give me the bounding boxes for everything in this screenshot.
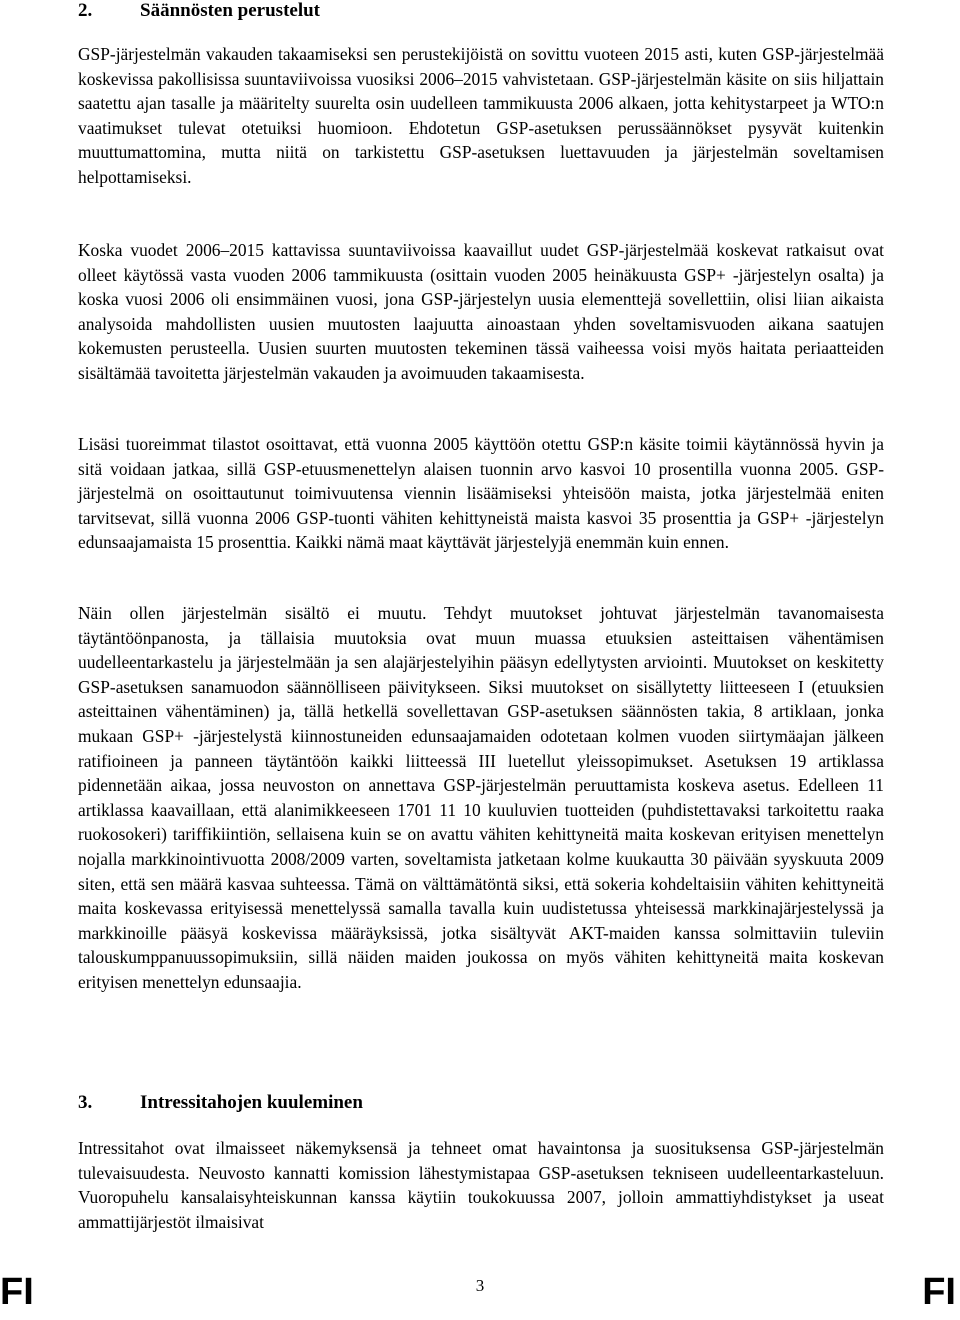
section-2-title: Säännösten perustelut	[140, 0, 320, 21]
section-2-paragraph-4: Näin ollen järjestelmän sisältö ei muutu. Tehdyt muutokset johtuvat järjestelmän tavanomaisesta täytäntöönpanosta, ja tällaisia muutoksia ovat muun muassa etuuksien asteittaisen vähentämisen uudelleentarkastelu ja järjestelmään ja sen alajärjestelyihin pääsyn edellytysten arviointi. Muutokset on keskitetty GSP-asetuksen sanamuodon säännölliseen päivitykseen. Siksi muutokset on sisällytetty liitteeseen I (etuuksien asteittainen vähentäminen) ja, tällä hetkellä sovellettavan GSP-asetuksen säännösten takia, 8 artiklaan, jonka mukaan GSP+ -järjestelystä kiinnostuneiden edunsaajamaiden odotetaan kolmen vuoden siirtymäajan jälkeen ratifioineen ja panneen täytäntöön kaikki liitteessä III luetellut yleissopimukset. Asetuksen 19 artiklassa pidennetään aikaa, jossa neuvoston on annettava GSP-järjestelmän peruuttamista koskeva asetus. Edelleen 11 artiklassa kaavaillaan, että alanimikkeeseen 1701 11 10 kuuluvien tuotteiden (puhdistettavaksi tarkoitettu raaka ruokosokeri) tariffikiintiön, sellaisena kuin se on avattu vähiten kehittyneitä maita koskevan erityisen menettelyn nojalla markkinointivuotta 2008/2009 varten, soveltamista jatketaan kolme kuukautta 30 päivään syyskuuta 2009 siten, että sen määrä kasvaa suhteessa. Tämä on välttämätöntä siksi, että sokeria kohdeltaisiin vähiten kehittyneitä maita koskevassa erityisessä menettelyssä samalla tavalla kuin uudistetussa yhteisessä markkinajärjestelyssä ja markkinoille pääsyä koskevissa määräyksissä, jotka sisältyvät AKT-maiden kanssa solmittaviin tuleviin talouskumppanuussopimuksiin, sillä näiden maiden joukossa on myös vähiten kehittyneitä maita koskevan erityisen menettelyn edunsaajia.	[78, 603, 884, 992]
footer-page-number: 3	[475, 1276, 485, 1295]
section-2-paragraph-3: Lisäsi tuoreimmat tilastot osoittavat, että vuonna 2005 käyttöön otettu GSP:n käsite toimii käytännössä hyvin ja sitä voidaan jatkaa, sillä GSP-etuusmenettelyn alaisen tuonnin arvo kasvoi 10 prosentilla vuonna 2005. GSP-järjestelmä on osoittautunut toimivuutensa viennin lisäämiseksi yhteisöön maista, jotka järjestelmää eniten tarvitsevat, sillä vuonna 2006 GSP-tuonti vähiten kehittyneistä maista kasvoi 35 prosenttia ja GSP+ -järjestelyn edunsaajamaista 15 prosenttia. Kaikki nämä maat käyttävät järjestelyjä enemmän kuin ennen.	[78, 434, 884, 553]
section-2-paragraph-1: GSP-järjestelmän vakauden takaamiseksi sen perustekijöistä on sovittu vuoteen 2015 asti, kuten GSP-järjestelmää koskevissa pakollisissa suuntaviivoissa vuosiksi 2006–2015 vahvistetaan. GSP-järjestelmän käsite on siis hiljattain saatettu ajan tasalle ja määritelty suurelta osin uudelleen tammikuusta 2006 alkaen, jotta kehitystarpeet ja WTO:n vaatimukset tulevat otetuiksi huomioon. Ehdotetun GSP-asetuksen perussäännökset pysyvät kuitenkin muuttumattomina, mutta niitä on tarkistettu GSP-asetuksen luettavuuden ja järjestelmän soveltamisen helpottamiseksi.	[78, 44, 884, 187]
section-3-title: Intressitahojen kuuleminen	[140, 1092, 363, 1113]
footer-language-left: FI	[0, 1271, 34, 1313]
section-2-paragraph-2: Koska vuodet 2006–2015 kattavissa suuntaviivoissa kaavaillut uudet GSP-järjestelmää koskevat ratkaisut ovat olleet käytössä vasta vuoden 2006 tammikuusta (osittain vuoden 2005 heinäkuusta GSP+ -järjestelyn osalta) ja koska vuosi 2006 oli ensimmäinen vuosi, jona GSP-järjestelyn uusia elementtejä sovellettiin, olisi liian aikaista analysoida mahdollisten uusien muutosten laajuutta ainoastaan yhden soveltamisvuoden aikana saatujen kokemusten perusteella. Uusien suurten muutosten tekeminen tässä vaiheessa voisi myös haitata periaatteiden sisältämää tavoitetta järjestelmän vakauden ja avoimuuden takaamisesta.	[78, 240, 884, 383]
section-2-number: 2.	[78, 0, 93, 21]
footer-language-right: FI	[922, 1271, 956, 1313]
section-3-heading	[78, 1092, 363, 1114]
section-3-paragraph-1: Intressitahot ovat ilmaisseet näkemyksensä ja tehneet omat havaintonsa ja suosituksensa GSP-järjestelmän tulevaisuudesta. Neuvosto kannatti komission lähestymistapaa GSP-asetuksen tekniseen uudelleentarkasteluun. Vuoropuhelu kansalaisyhteiskunnan kanssa käytiin toukokuussa 2007, jolloin ammattiyhdistykset ja useat ammattijärjestöt ilmaisivat	[78, 1138, 884, 1232]
section-2-heading	[78, 0, 320, 22]
section-3-number: 3.	[78, 1092, 93, 1113]
